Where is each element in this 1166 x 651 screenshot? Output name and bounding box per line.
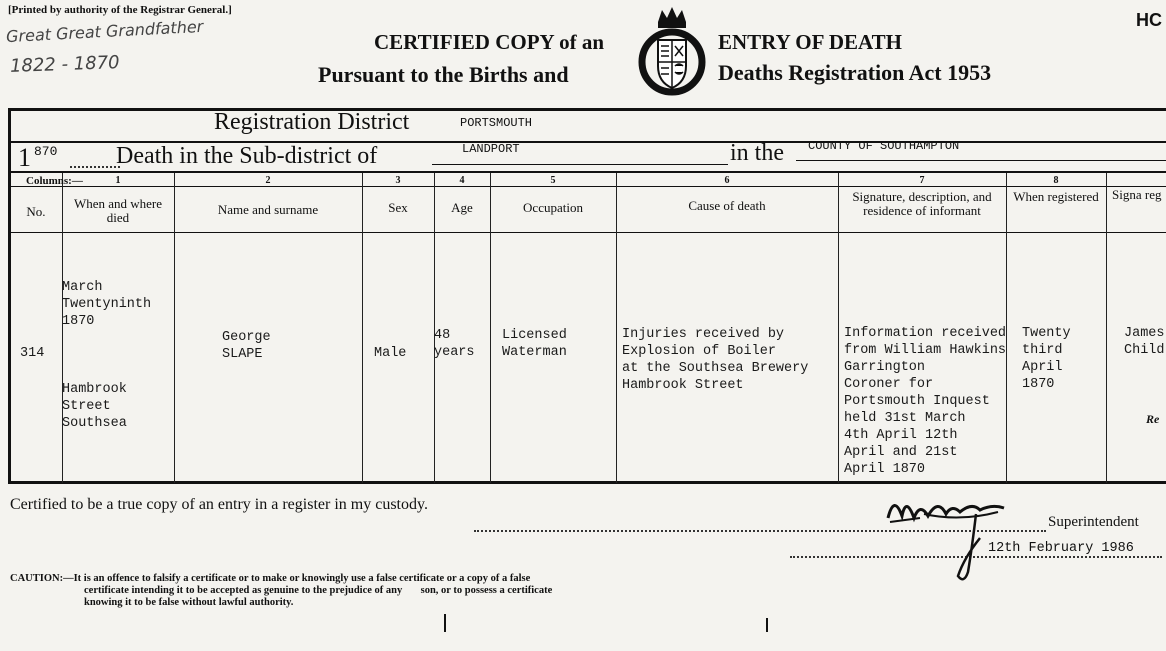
caution-text-3: knowing it to be false without lawful authority. [84, 597, 294, 608]
header-sex: Sex [388, 200, 408, 215]
title-right-2: Deaths Registration Act 1953 [718, 60, 992, 85]
royal-crest-icon [636, 4, 708, 100]
entry-informant: Information received from William Hawkins Garrington Coroner for Portsmouth Inquest held 31st March 4th April 12th April and 21st April 1870 [844, 326, 1007, 477]
col-number-6: 6 [724, 175, 730, 186]
header-informant: Signature, description, and residence of informant [852, 189, 992, 218]
superintendent-signature [880, 488, 1020, 588]
header-when-registered: When registered [1013, 189, 1099, 204]
entry-age: 48 years [434, 328, 475, 360]
columns-label: Columns:— [26, 175, 83, 187]
title-right-1: ENTRY OF DEATH [718, 30, 902, 54]
entry-registered: Twenty third April 1870 [1022, 326, 1071, 392]
header-occupation: Occupation [523, 200, 583, 215]
entry-where-died: Hambrook Street Southsea [62, 382, 127, 431]
caution-text-1: It is an offence to falsify a certificate or to make or knowingly use a false certificate or a copy of a false [73, 573, 531, 584]
col-number-7: 7 [919, 175, 925, 186]
printing-authority: [Printed by authority of the Registrar General.] [8, 4, 232, 16]
title-left-1: CERTIFIED COPY of an [374, 30, 605, 54]
header-when-where: When and where died [73, 196, 163, 225]
year-prefix: 1 [18, 143, 31, 172]
caution-label: CAUTION:— [10, 573, 74, 584]
header-no: No. [26, 204, 46, 219]
header-registrar: Signa reg [1112, 188, 1162, 202]
entry-registrar-note: Re [1146, 412, 1160, 426]
col-number-3: 3 [395, 175, 401, 186]
entry-cause: Injuries received by Explosion of Boiler at the Southsea Brewery Hambrook Street [622, 327, 809, 393]
header-name: Name and surname [217, 202, 319, 217]
header-age: Age [451, 200, 473, 215]
year-value: 870 [34, 144, 58, 159]
registration-district-value: PORTSMOUTH [460, 116, 533, 130]
caution-block [10, 573, 552, 609]
entry-sex: Male [374, 346, 407, 361]
col-number-5: 5 [550, 175, 556, 186]
superintendent-label: Superintendent [1048, 514, 1139, 530]
entry-name: George SLAPE [222, 330, 271, 362]
entry-registrar: James Child [1124, 326, 1165, 358]
col-number-2: 2 [265, 175, 271, 186]
entry-no: 314 [20, 346, 45, 361]
col-number-8: 8 [1053, 175, 1059, 186]
header-cause: Cause of death [688, 198, 766, 213]
col-number-4: 4 [459, 175, 465, 186]
in-the-label: in the [730, 140, 784, 166]
title-left-2: Pursuant to the Births and [318, 62, 569, 87]
subdistrict-label: Death in the Sub-district of [116, 143, 378, 169]
entry-when-died: March Twentyninth 1870 [62, 280, 152, 329]
series-code: HC [1136, 10, 1162, 30]
pencil-note-relation: Great Great Grandfather [5, 16, 204, 47]
caution-text-2: certificate intending it to be accepted as genuine to the prejudice of any son, or to possess a certificate [84, 585, 553, 596]
entry-occupation: Licensed Waterman [502, 328, 567, 360]
col-number-1: 1 [115, 175, 121, 186]
certificate-date: 12th February 1986 [988, 541, 1134, 556]
subdistrict-value: LANDPORT [462, 142, 520, 156]
county-value: COUNTY OF SOUTHAMPTON [808, 139, 960, 153]
certified-statement: Certified to be a true copy of an entry in a register in my custody. [10, 496, 428, 513]
pencil-note-dates: 1822 - 1870 [9, 52, 120, 77]
registration-district-label: Registration District [214, 109, 410, 135]
